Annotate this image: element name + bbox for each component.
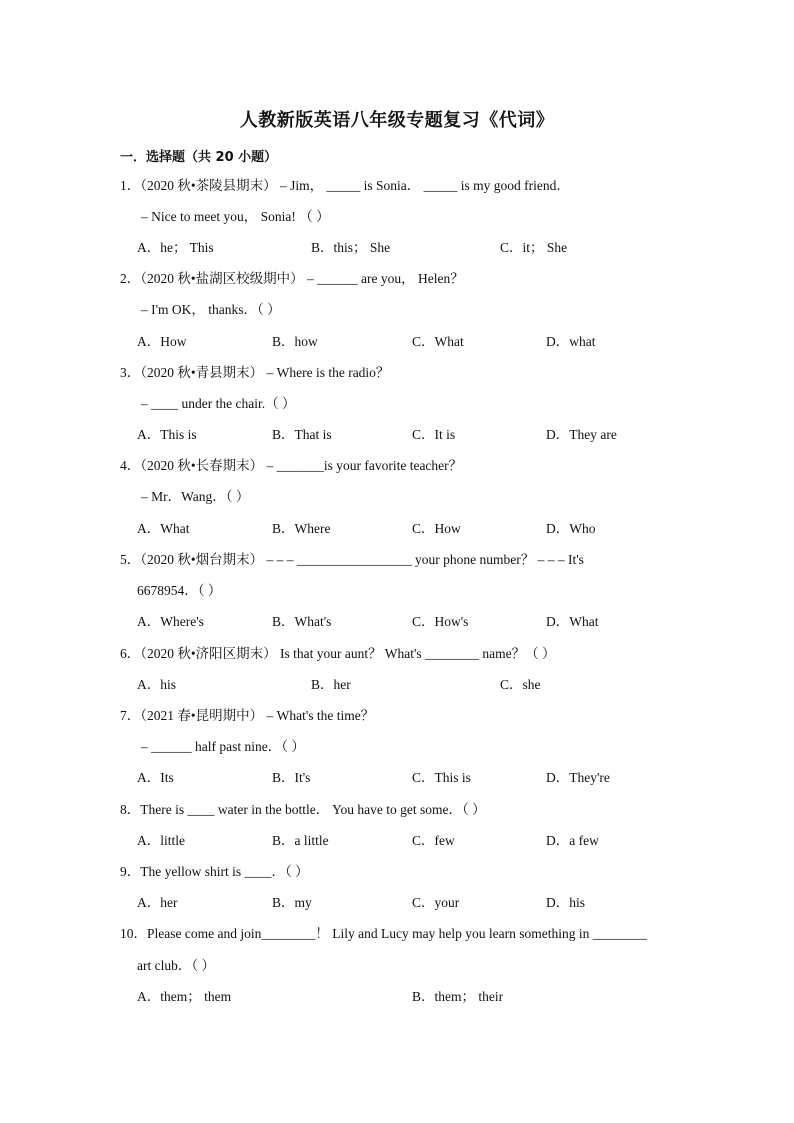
question-4-stem: 4．（2020 秋•长春期末） – _______is your favorite teacher？ (120, 458, 463, 473)
question-3-option-d: D．They are (546, 427, 617, 442)
question-9-option-c: C．your (412, 895, 460, 910)
question-6-option-c: C．she (500, 677, 541, 692)
question-8-option-b: B．a little (272, 833, 329, 848)
question-5-line2: 6678954．（ ） (137, 583, 222, 598)
question-8-option-d: D．a few (546, 833, 599, 848)
question-1-option-c: C．it； She (500, 240, 568, 255)
question-1-option-a: A．he； This (137, 240, 214, 255)
question-7-stem: 7．（2021 春•昆明期中） – What's the time？ (120, 708, 375, 723)
question-3-stem: 3．（2020 秋•青县期末） – Where is the radio？ (120, 365, 390, 380)
question-10-option-b: B．them； their (412, 989, 504, 1004)
question-5-option-d: D．What (546, 614, 599, 629)
question-8-stem: 8．There is ____ water in the bottle． You have to get some．（ ） (120, 802, 486, 817)
question-7-option-d: D．They're (546, 770, 610, 785)
question-5-option-b: B．What's (272, 614, 332, 629)
question-10-line2: art club．（ ） (137, 958, 215, 973)
question-4-line2: – Mr．Wang．（ ） (141, 489, 250, 504)
question-2-option-b: B．how (272, 334, 318, 349)
question-6-option-a: A．his (137, 677, 177, 692)
question-2-stem: 2．（2020 秋•盐湖区校级期中） – ______ are you， Helen？ (120, 271, 464, 286)
question-9-option-a: A．her (137, 895, 178, 910)
question-4-option-a: A．What (137, 521, 190, 536)
question-1-option-b: B．this； She (311, 240, 391, 255)
question-8-option-c: C．few (412, 833, 455, 848)
question-2-option-a: A．How (137, 334, 187, 349)
document-title: 人教新版英语八年级专题复习《代词》 (239, 110, 555, 131)
question-7-line2: – ______ half past nine．（ ） (141, 739, 305, 754)
question-9-stem: 9．The yellow shirt is ____．（ ） (120, 864, 309, 879)
question-7-option-c: C．This is (412, 770, 471, 785)
question-5-stem: 5．（2020 秋•烟台期末） – – – _________________ your phone number？ – – – It's (120, 552, 584, 567)
question-4-option-c: C．How (412, 521, 461, 536)
question-10-stem: 10．Please come and join________！ Lily and Lucy may help you learn something in ________ (120, 926, 647, 941)
question-5-option-c: C．How's (412, 614, 469, 629)
question-4-option-b: B．Where (272, 521, 331, 536)
question-9-option-d: D．his (546, 895, 586, 910)
question-4-option-d: D．Who (546, 521, 596, 536)
question-8-option-a: A．little (137, 833, 185, 848)
question-6-option-b: B．her (311, 677, 351, 692)
question-3-line2: – ____ under the chair.（ ） (141, 396, 296, 411)
question-1-line2: – Nice to meet you， Sonia! （ ） (141, 209, 330, 224)
question-5-option-a: A．Where's (137, 614, 204, 629)
question-2-option-c: C．What (412, 334, 464, 349)
question-7-option-b: B．It's (272, 770, 311, 785)
question-7-option-a: A．Its (137, 770, 174, 785)
question-10-option-a: A．them； them (137, 989, 232, 1004)
question-3-option-c: C．It is (412, 427, 456, 442)
question-2-option-d: D．what (546, 334, 596, 349)
question-2-line2: – I'm OK， thanks．（ ） (141, 302, 281, 317)
question-9-option-b: B．my (272, 895, 312, 910)
question-1-stem: 1．（2020 秋•茶陵县期末） – Jim， _____ is Sonia． _____ is my good friend． (120, 178, 570, 193)
question-6-stem: 6．（2020 秋•济阳区期末） Is that your aunt？ What's ________ name？（ ） (120, 646, 556, 661)
question-3-option-a: A．This is (137, 427, 197, 442)
section-heading: 一．选择题（共 20 小题） (120, 150, 278, 165)
question-3-option-b: B．That is (272, 427, 332, 442)
